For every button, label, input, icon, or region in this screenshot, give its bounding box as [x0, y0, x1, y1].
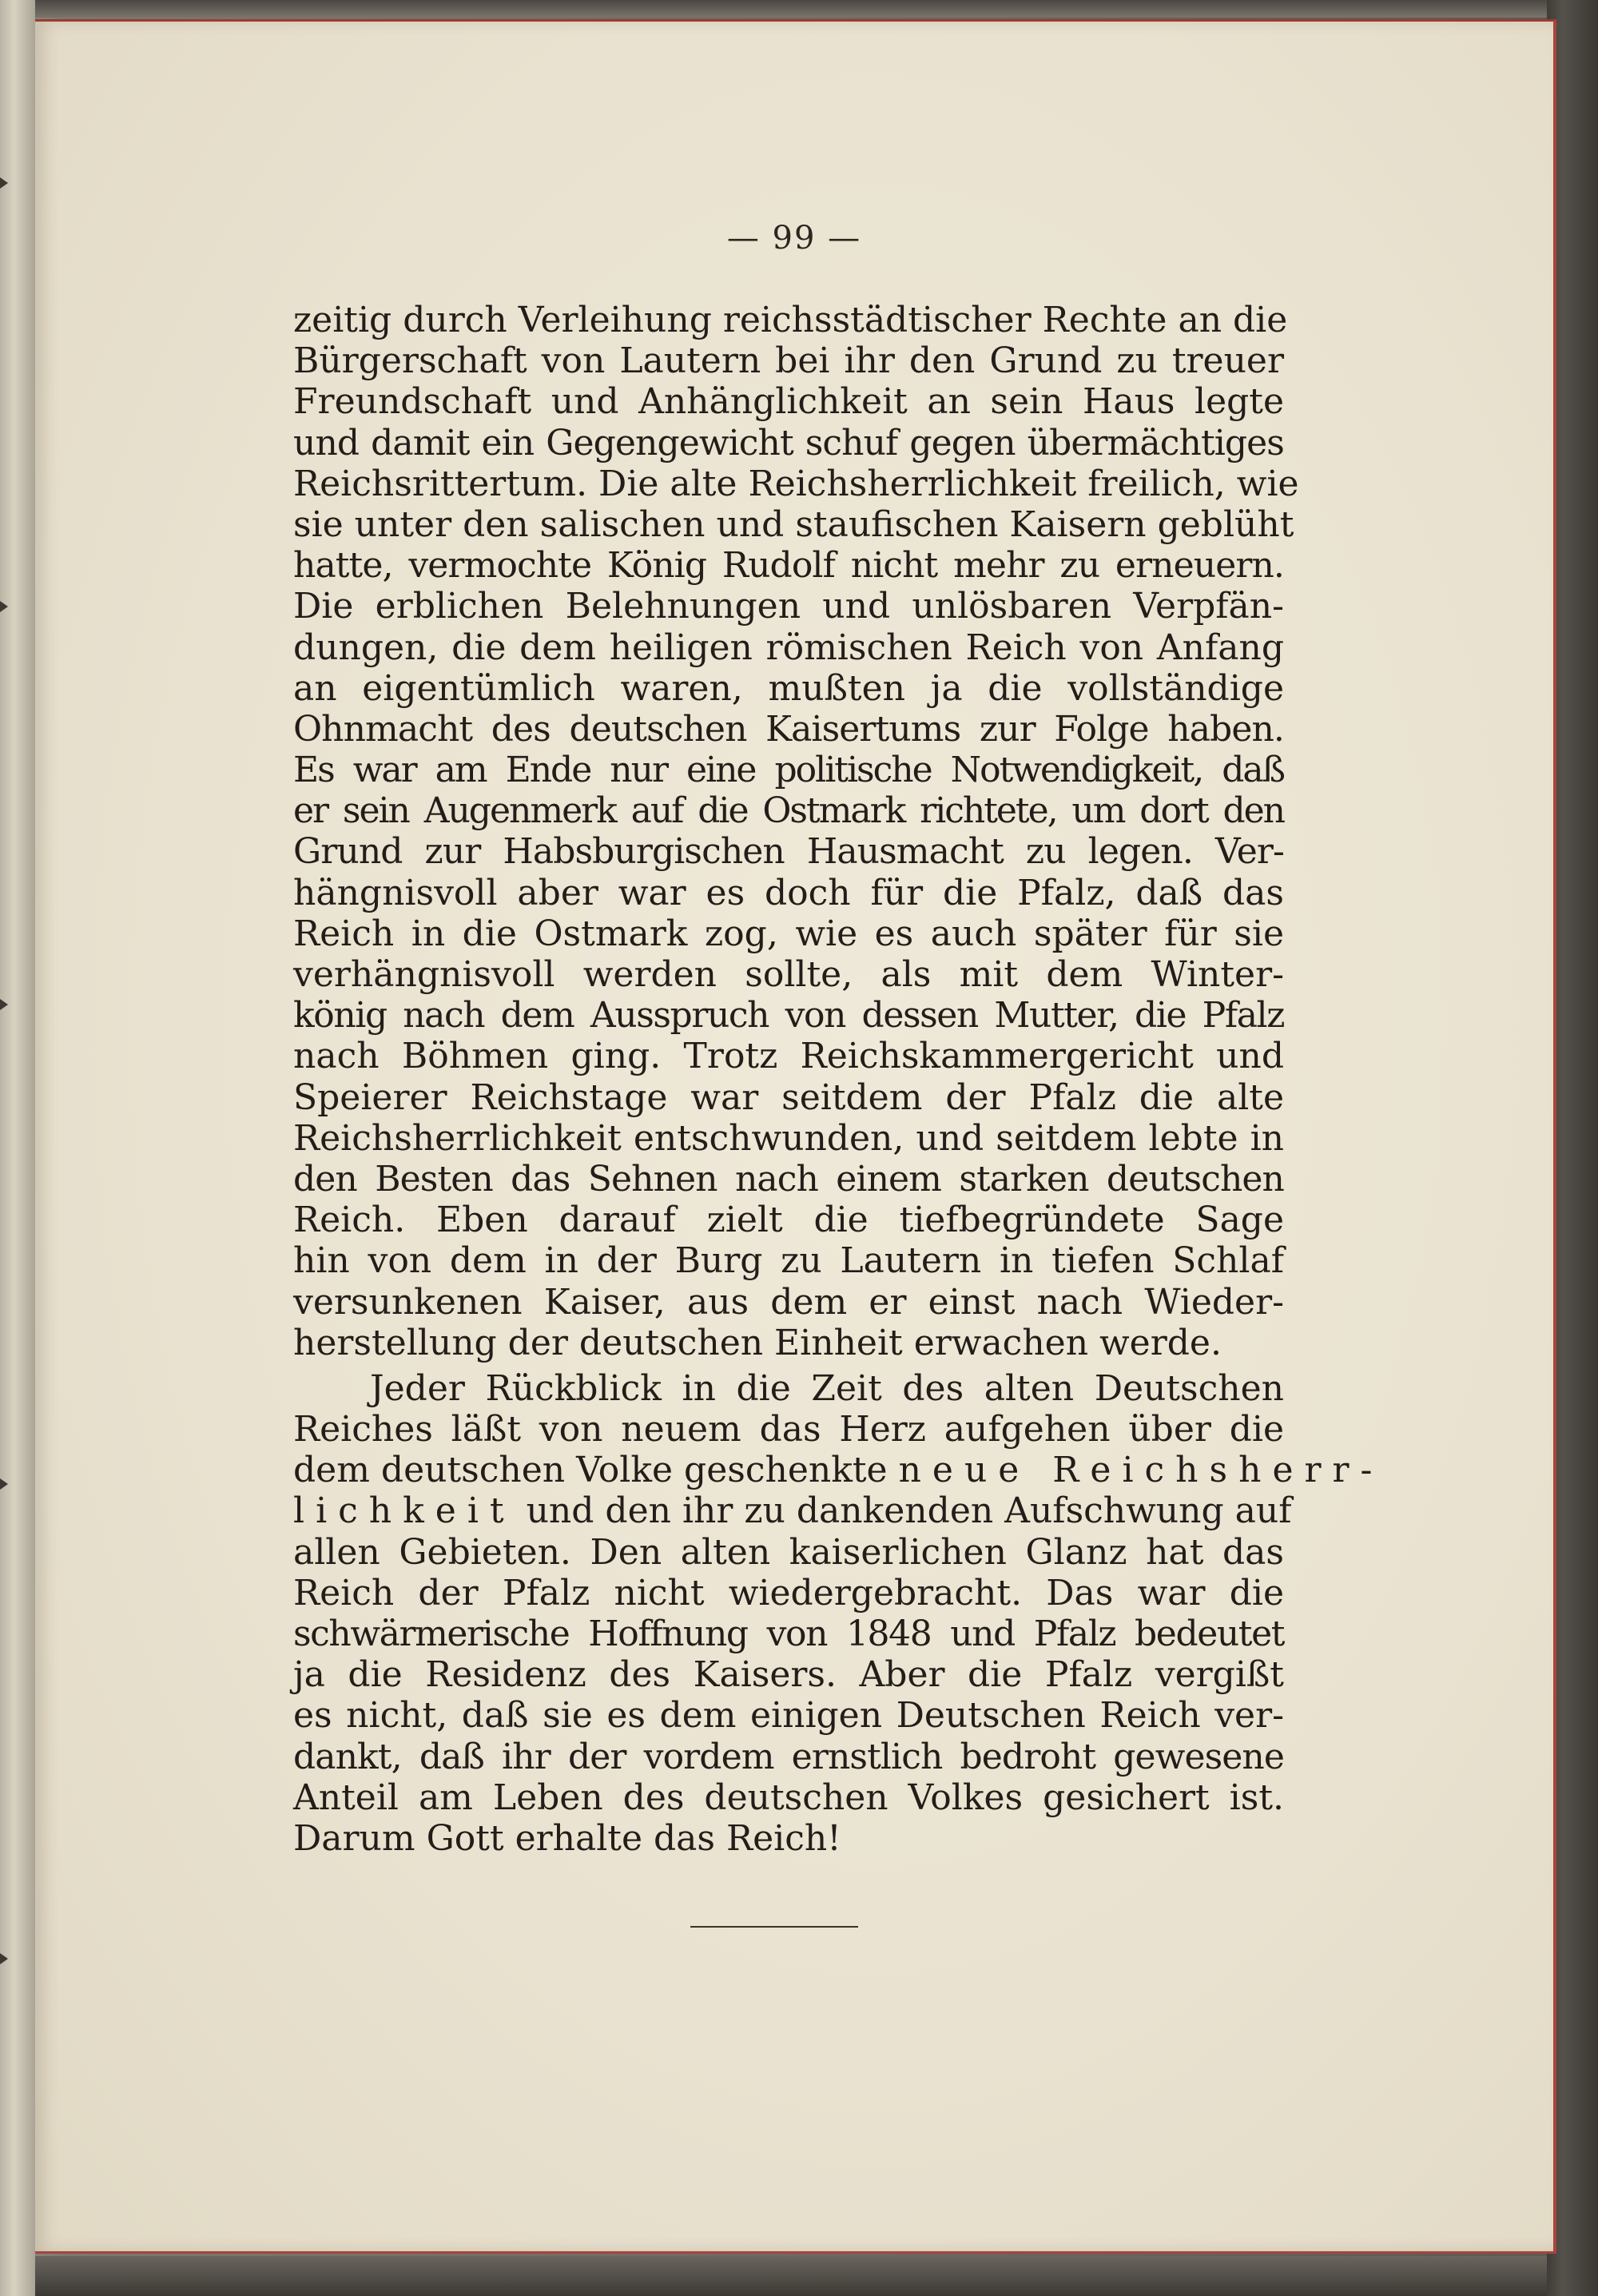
text-line: versunkenen Kaiser, aus dem er einst nach Wieder- [293, 1281, 1284, 1323]
paragraph-1 [293, 300, 1299, 1363]
text-line: er sein Augenmerk auf die Ostmark richtete, um dort den [293, 790, 1284, 832]
text-line: herstellung der deutschen Einheit erwachen werde. [293, 1322, 1222, 1363]
text-line: Reich der Pfalz nicht wiedergebracht. Das war die [293, 1572, 1284, 1614]
closing-rule [690, 1926, 858, 1928]
text-line: ja die Residenz des Kaisers. Aber die Pfalz vergißt [293, 1654, 1284, 1696]
body-text [293, 300, 1384, 1859]
text-line: Ohnmacht des deutschen Kaisertums zur Folge haben. [293, 708, 1284, 750]
text-line: schwärmerische Hoffnung von 1848 und Pfalz bedeutet [293, 1614, 1284, 1654]
text-line: dungen, die dem heiligen römischen Reich von Anfang [293, 627, 1284, 668]
text-line: den Besten das Sehnen nach einem starken deutschen [293, 1158, 1284, 1200]
binding-mark [0, 1953, 8, 1964]
text-line: verhängnisvoll werden sollte, als mit dem Winter- [293, 954, 1284, 995]
text-line: es nicht, daß sie es dem einigen Deutschen Reich ver- [293, 1695, 1284, 1737]
binding-mark [0, 601, 8, 612]
text-line: Speierer Reichstage war seitdem der Pfalz die alte [293, 1076, 1284, 1118]
text-line: Die erblichen Belehnungen und unlösbaren Verpfän- [293, 586, 1284, 627]
binding-mark [0, 999, 8, 1010]
text-line: Grund zur Habsburgischen Hausmacht zu legen. Ver- [293, 831, 1284, 873]
text-line: Reich in die Ostmark zog, wie es auch später für sie [293, 913, 1284, 954]
paragraph-2 [293, 1367, 1384, 1859]
text-line: an eigentümlich waren, mußten ja die vollständige [293, 667, 1284, 709]
text-line: Reiches läßt von neuem das Herz aufgehen über die [293, 1409, 1284, 1450]
text-line: dankt, daß ihr der vordem ernstlich bedroht gewesene [293, 1736, 1284, 1777]
text-line: könig nach dem Ausspruch von dessen Mutter, die Pfalz [293, 995, 1284, 1037]
text-line: Es war am Ende nur eine politische Notwendigkeit, daß [293, 750, 1284, 791]
page-number: — 99 — [726, 220, 862, 257]
text-line: Bürgerschaft von Lautern bei ihr den Grund zu treuer [293, 340, 1284, 382]
text-line: hatte, vermochte König Rudolf nicht mehr zu erneuern. [293, 545, 1284, 587]
spaced-emphasis: lichkeit [293, 1490, 515, 1532]
text-line-emphasis: dem deutschen Volke geschenkte neue Reichsherr- [293, 1450, 1384, 1491]
book-page [35, 19, 1556, 2254]
text-line: zeitig durch Verleihung reichsstädtischer Rechte an die [293, 300, 1288, 340]
text-line: Darum Gott erhalte das Reich! [293, 1817, 841, 1859]
text-line: Reich. Eben darauf zielt die tiefbegründete Sage [293, 1200, 1284, 1241]
text-line-emphasis: lichkeit und den ihr zu dankenden Aufschwung auf [293, 1490, 1292, 1532]
book-spine [0, 0, 35, 2296]
text-line: Reichsrittertum. Die alte Reichsherrlichkeit freilich, wie [293, 463, 1299, 504]
text-line: hängnisvoll aber war es doch für die Pfalz, daß das [293, 872, 1284, 913]
text-line: sie unter den salischen und staufischen Kaisern geblüht [293, 503, 1294, 545]
text-line: Jeder Rückblick in die Zeit des alten Deutschen [370, 1367, 1284, 1409]
text-line: allen Gebieten. Den alten kaiserlichen Glanz hat das [293, 1531, 1284, 1573]
text-line: Reichsherrlichkeit entschwunden, und seitdem lebte in [293, 1117, 1284, 1159]
text-line: nach Böhmen ging. Trotz Reichskammergericht und [293, 1036, 1284, 1077]
cover-bottom-edge [0, 2256, 1598, 2296]
text-line: Anteil am Leben des deutschen Volkes gesichert ist. [293, 1777, 1284, 1818]
text-line: hin von dem in der Burg zu Lautern in tiefen Schlaf [293, 1240, 1284, 1282]
spaced-emphasis: neue Reichsherr- [898, 1450, 1384, 1491]
binding-mark [0, 1478, 8, 1490]
cover-top-edge [0, 0, 1598, 18]
text-line: Freundschaft und Anhänglichkeit an sein Haus legte [293, 381, 1284, 423]
text-line: und damit ein Gegengewicht schuf gegen übermächtiges [293, 422, 1284, 464]
binding-mark [0, 177, 8, 189]
